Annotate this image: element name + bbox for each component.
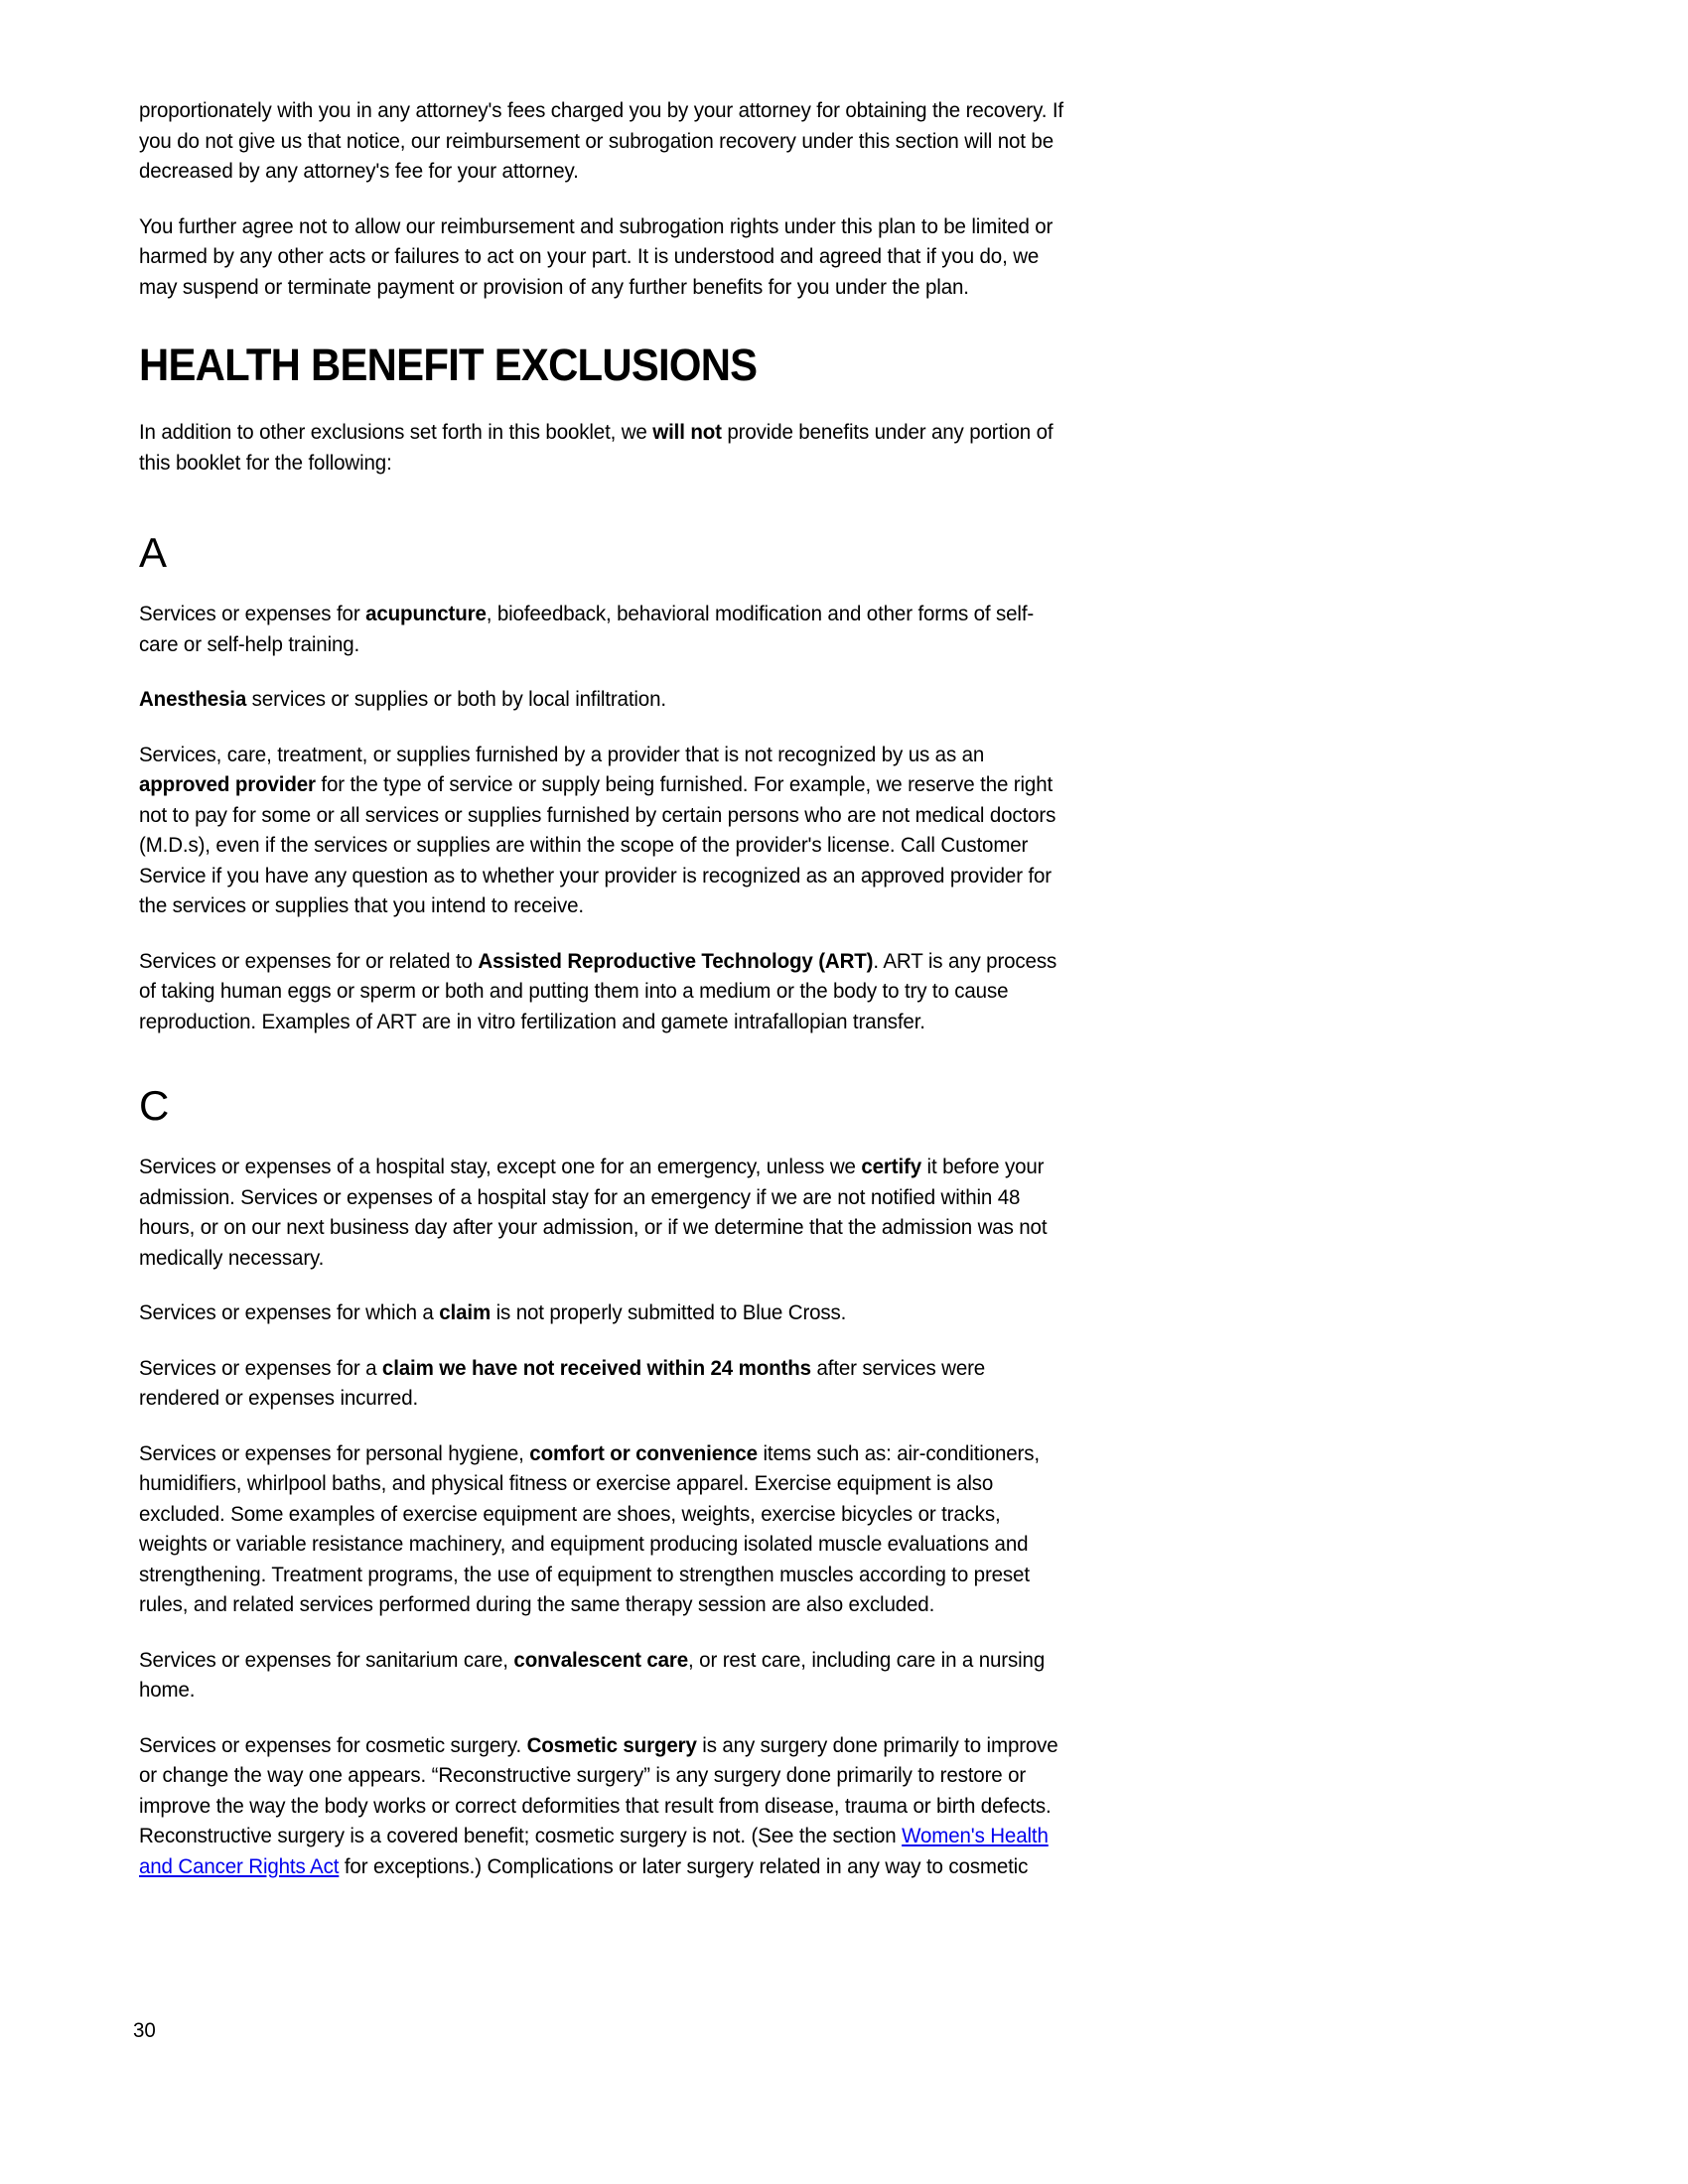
text-run: Services or expenses of a hospital stay, except one for an emergency, unless we: [139, 1155, 862, 1178]
paragraph-acupuncture: [139, 599, 1063, 659]
text-run: Services or expenses for cosmetic surgery.: [139, 1732, 527, 1757]
text-run: You further agree not to allow our reimbursement and subrogation rights under this plan to be limited or harmed by any other acts or failures to act on your part. It is understood and agreed that if you do, we may suspend or terminate payment or provision of any further benefits for you under the plan.: [139, 213, 1054, 299]
bold-term: claim we have not received within 24 months: [381, 1355, 811, 1380]
text-run: , or rest care, including care in a nursing home.: [139, 1647, 1046, 1702]
text-run: for exceptions.) Complications or later surgery related in any way to cosmetic: [339, 1853, 1029, 1878]
paragraph-approved-provider: [139, 740, 1063, 921]
text-run: proportionately with you in any attorney's fees charged you by your attorney for obtaining the recovery. If you do not give us that notice, our reimbursement or subrogation recovery under this section will not be decreased by any attorney's fee for your attorney.: [139, 98, 1063, 183]
text-run: is any surgery done primarily to improve or change the way one appears. “Reconstructive surgery” is any surgery done primarily to restore or improve the way the body works or correct deformities that result from disease, trauma or birth defects. Reconstructive surgery is a covered benefit; cosmetic surgery is not. (See the section: [139, 1732, 1058, 1847]
text-run: provide benefits under any portion of this booklet for the following:: [139, 420, 1054, 475]
text-run: Services or expenses for a: [139, 1355, 382, 1380]
bold-term: Anesthesia: [139, 687, 247, 711]
paragraph-assisted-reproductive-technology: [139, 946, 1063, 1037]
bold-term: certify: [861, 1155, 921, 1178]
text-run: services or supplies or both by local infiltration.: [246, 687, 666, 711]
text-run: Services or expenses for which a: [139, 1300, 440, 1324]
text-run: In addition to other exclusions set forth in this booklet, we: [139, 420, 653, 444]
letter-heading-c: C: [139, 1082, 170, 1129]
paragraph-comfort-or-convenience: [139, 1438, 1063, 1620]
paragraph-subrogation-continued: [139, 95, 1063, 187]
bold-term: Cosmetic surgery: [526, 1732, 697, 1757]
paragraph-certify: [139, 1152, 1063, 1273]
paragraph-convalescent-care: [139, 1645, 1063, 1706]
bold-term: claim: [439, 1300, 492, 1324]
paragraph-further-agree: [139, 211, 1063, 303]
bold-term: Assisted Reproductive Technology (ART): [478, 948, 874, 973]
letter-heading-a: A: [139, 529, 168, 576]
text-run: Services or expenses for personal hygiene,: [139, 1440, 530, 1465]
text-run: , biofeedback, behavioral modification and other forms of self-care or self-help training.: [139, 602, 1035, 656]
text-run: . ART is any process of taking human eggs or sperm or both and putting them into a medium or the body to try to cause reproduction. Examples of ART are in vitro fertilization and gamete intrafallopian transfer.: [139, 948, 1057, 1033]
paragraph-cosmetic-surgery: [139, 1730, 1063, 1882]
page-content: [139, 95, 1062, 1906]
text-run: is not properly submitted to Blue Cross.: [491, 1300, 847, 1324]
text-run: after services were rendered or expenses incurred.: [139, 1355, 986, 1410]
paragraph-claim: [139, 1297, 1063, 1328]
bold-term: convalescent care: [513, 1647, 689, 1672]
bold-term: approved provider: [139, 772, 316, 796]
text-run: items such as: air-conditioners, humidifiers, whirlpool baths, and physical fitness or exercise apparel. Exercise equipment is also excluded. Some examples of exercise equipment are shoes, weights, exercise bicycles or tracks, weights or variable resistance machinery, and equipment producing isolated muscle evaluations and strengthening. Treatment programs, the use of equipment to strengthen muscles according to preset rules, and related services performed during the same therapy session are also excluded.: [139, 1440, 1040, 1616]
bold-term: will not: [652, 420, 722, 444]
text-run: it before your admission. Services or expenses of a hospital stay for an emergency if we are not notified within 48 hours, or on our next business day after your admission, or if we determine that the admission was not medically necessary.: [139, 1155, 1048, 1270]
text-run: Services or expenses for sanitarium care,: [139, 1647, 514, 1672]
text-run: Services or expenses for or related to: [139, 948, 479, 973]
page-number: 30: [133, 2018, 156, 2042]
bold-term: comfort or convenience: [529, 1440, 758, 1465]
paragraph-claim-24-months: [139, 1353, 1063, 1414]
paragraph-anesthesia: [139, 684, 1063, 715]
text-run: Services or expenses for: [139, 602, 366, 625]
text-run: Services, care, treatment, or supplies furnished by a provider that is not recognized by us as an: [139, 742, 985, 766]
page-title: HEALTH BENEFIT EXCLUSIONS: [139, 340, 758, 390]
text-run: for the type of service or supply being furnished. For example, we reserve the right not to pay for some or all services or supplies furnished by certain persons who are not medical doctors (M.D.s), even if the services or supplies are within the scope of the provider's license. Call Customer Service if you have any question as to whether your provider is recognized as an approved provider for the services or supplies that you intend to receive.: [139, 772, 1056, 917]
paragraph-section-lead: [139, 417, 1063, 478]
bold-term: acupuncture: [365, 602, 487, 625]
cross-reference-link[interactable]: Women's Health and Cancer Rights Act: [139, 1824, 1049, 1878]
